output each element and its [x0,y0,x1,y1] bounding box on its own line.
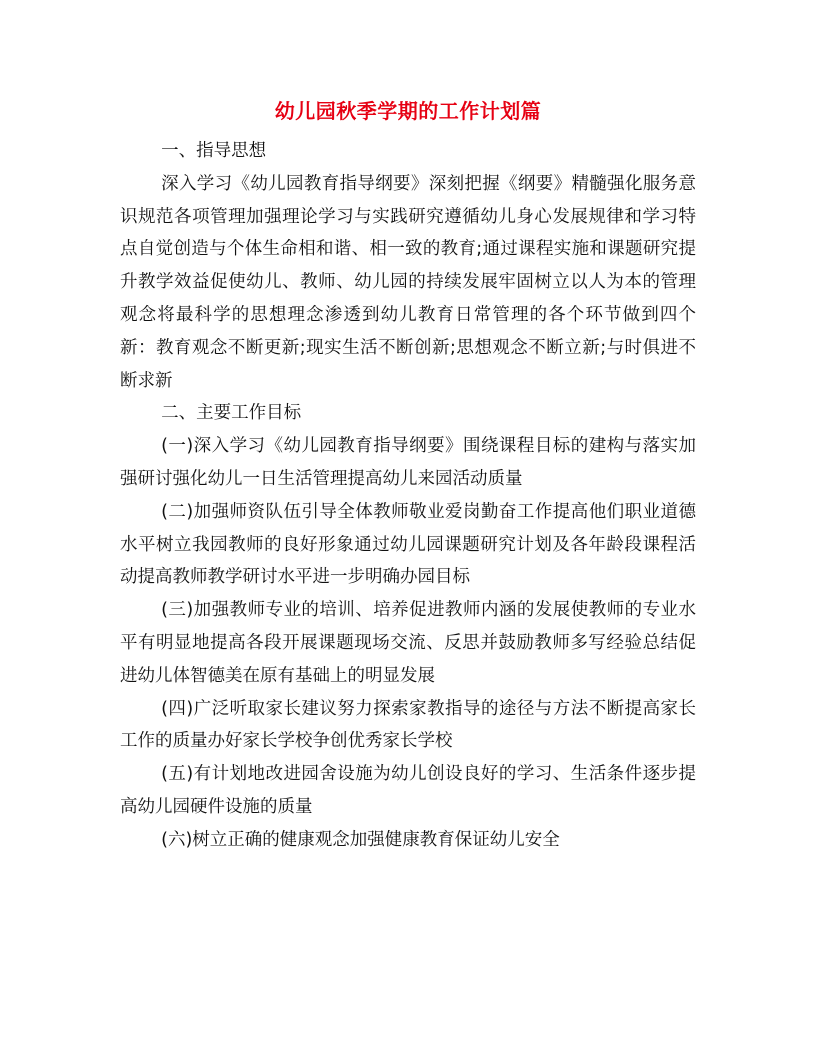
section-heading: 一、指导思想 [161,141,267,161]
document-body [120,135,696,857]
paragraph: (五)有计划地改进园舍设施为幼儿创设良好的学习、生活条件逐步提高幼儿园硬件设施的质量 [120,764,696,817]
paragraph: (三)加强教师专业的培训、培养促进教师内涵的发展使教师的专业水平有明显地提高各段开展课题现场交流、反思并鼓励教师多写经验总结促进幼儿体智德美在原有基础上的明显发展 [120,600,696,686]
paragraph: (二)加强师资队伍引导全体教师敬业爱岗勤奋工作提高他们职业道德水平树立我园教师的良好形象通过幼儿园课题研究计划及各年龄段课程活动提高教师教学研讨水平进一步明确办园目标 [120,501,696,588]
document-title: 幼儿园秋季学期的工作计划篇 [274,99,542,123]
paragraph: (一)深入学习《幼儿园教育指导纲要》围绕课程目标的建构与落实加强研讨强化幼儿一日生活管理提高幼儿来园活动质量 [120,436,696,489]
section-heading: 二、主要工作目标 [161,403,302,424]
paragraph: (六)树立正确的健康观念加强健康教育保证幼儿安全 [161,829,560,850]
paragraph: 深入学习《幼儿园教育指导纲要》深刻把握《纲要》精髓强化服务意识规范各项管理加强理论学习与实践研究遵循幼儿身心发展规律和学习特点自觉创造与个体生命相和谐、相一致的教育;通过课程实施和课题研究提升教学效益促使幼儿、教师、幼儿园的持续发展牢固树立以人为本的管理观念将最科学的思想理念渗透到幼儿教育日常管理的各个环节做到四个新：教育观念不断更新;现实生活不断创新;思想观念不断立新;与时俱进不断求新 [120,173,696,391]
paragraph: (四)广泛听取家长建议努力探索家教指导的途径与方法不断提高家长工作的质量办好家长学校争创优秀家长学校 [120,698,696,752]
